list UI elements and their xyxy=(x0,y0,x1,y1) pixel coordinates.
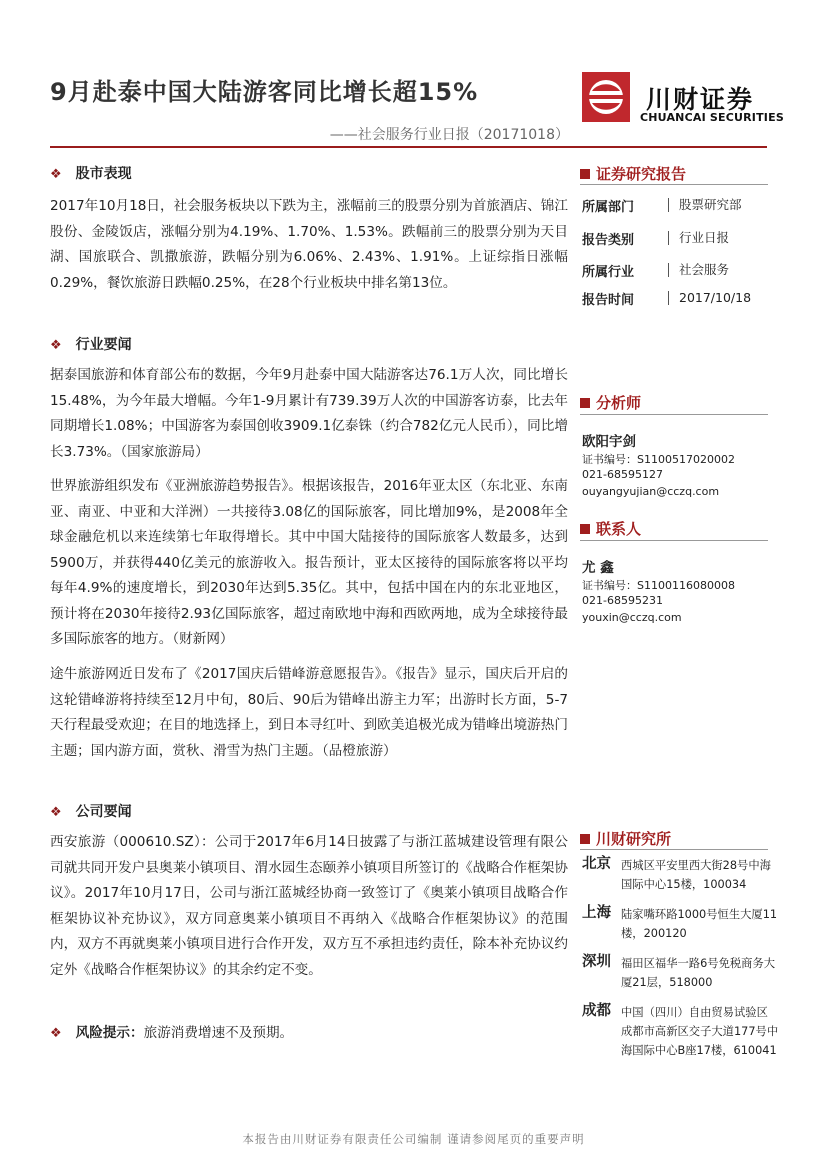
contact-phone: 021-68595231 xyxy=(582,594,663,607)
office-address-chengdu: 中国（四川）自由贸易试验区成都市高新区交子大道177号中海国际中心B座17楼，610041 xyxy=(621,1006,779,1057)
office-city-chengdu: 成都 xyxy=(582,1003,611,1019)
industry-paragraph-2: 世界旅游组织发布《亚洲旅游趋势报告》。根据该报告，2016年亚太区（东北亚、东南亚、南亚、中亚和大洋洲）一共接待3.08亿的国际旅客，同比增加9%，是2008年全球金融危机以来连续第七年取得增长。其中中国大陆接待的国际旅客人数最多，达到5900万，并获得440亿美元的旅游收入。报告预计，亚太区接待的国际旅客将以平均每年4.9%的速度增长，到2030年达到5.35亿。其中，包括中国在内的东北亚地区，预计将在2030年接待2.93亿国际旅客，超过南欧地中海和西欧两地，成为全球接待最多国际旅客的地方。（财新网） xyxy=(50,478,568,647)
info-label-industry: 所属行业 xyxy=(582,265,635,280)
industry-paragraph-1: 据泰国旅游和体育部公布的数据，今年9月赴泰中国大陆游客达76.1万人次，同比增长15.48%，为今年最大增幅。今年1-9月累计有739.39万人次的中国游客访泰，比去年同期增长1.08%；中国游客为泰国创收3909.1亿泰铢（约合782亿元人民币），同比增长3.73%。（国家旅游局） xyxy=(50,367,568,460)
risk-text: 旅游消费增速不及预期。 xyxy=(143,1025,294,1041)
office-address-shanghai: 陆家嘴环路1000号恒生大厦11楼，200120 xyxy=(621,908,778,940)
analyst-phone: 021-68595127 xyxy=(582,468,663,481)
sidebar-heading-contact: 联系人 xyxy=(580,518,641,539)
report-title: 9月赴泰中国大陆游客同比增长超15% xyxy=(50,78,479,106)
risk-notice xyxy=(50,1021,568,1041)
diamond-bullet-icon: ❖ xyxy=(50,338,62,353)
brand-name: 川财证券 xyxy=(646,85,755,114)
info-label-department: 所属部门 xyxy=(582,200,635,215)
analyst-cert: 证书编号：S1100517020002 xyxy=(582,453,735,466)
section-heading-industry: ❖ 行业要闻 xyxy=(50,337,132,353)
contact-email[interactable]: youxin@cczq.com xyxy=(582,611,682,624)
info-value-department: 股票研究部 xyxy=(668,198,742,212)
market-paragraph: 2017年10月18日，社会服务板块以下跌为主，涨幅前三的股票分别为首旅酒店、锦江股份、金陵饭店，涨幅分别为4.19%、1.70%、1.53%。跌幅前三的股票分别为天目湖、国旅联合、凯撒旅游，跌幅分别为6.06%、2.43%、1.91%。上证综指日涨幅0.29%，餐饮旅游日跌幅0.25%，在28个行业板块中排名第13位。 xyxy=(50,198,568,291)
risk-label: 风险提示： xyxy=(75,1025,144,1041)
diamond-bullet-icon: ❖ xyxy=(50,1026,62,1041)
info-label-category: 报告类别 xyxy=(582,233,635,248)
chuancai-logo-icon xyxy=(582,72,630,122)
contact-name: 尤 鑫 xyxy=(582,560,614,576)
sidebar-divider xyxy=(580,414,768,415)
contact-cert: 证书编号：S1100116080008 xyxy=(582,579,735,592)
sidebar-heading-analyst: 分析师 xyxy=(580,392,641,413)
sidebar-heading-report: 证券研究报告 xyxy=(580,163,686,184)
header-divider xyxy=(50,146,767,148)
diamond-bullet-icon: ❖ xyxy=(50,805,62,820)
company-paragraph: 西安旅游（000610.SZ）：公司于2017年6月14日披露了与浙江蓝城建设管理有限公司就共同开发户县奥莱小镇项目、渭水园生态颐养小镇项目所签订的《战略合作框架协议》。2017年10月17日，公司与浙江蓝城经协商一致签订了《奥莱小镇项目战略合作框架协议补充协议》，双方同意奥莱小镇项目不再纳入《战略合作框架协议》的范围内，双方不再就奥莱小镇项目进行合作开发，双方互不承担违约责任，除本补充协议约定外《战略合作框架协议》的其余约定不变。 xyxy=(50,834,568,978)
report-subtitle: ——社会服务行业日报（20171018） xyxy=(329,127,569,143)
office-city-beijing: 北京 xyxy=(582,856,611,872)
red-square-icon xyxy=(580,834,590,844)
info-value-category: 行业日报 xyxy=(668,231,729,245)
red-square-icon xyxy=(580,524,590,534)
footer-disclaimer: 本报告由川财证券有限责任公司编制 谨请参阅尾页的重要声明 xyxy=(242,1132,585,1146)
red-square-icon xyxy=(580,398,590,408)
office-address-beijing: 西城区平安里西大街28号中海国际中心15楼，100034 xyxy=(621,859,771,891)
brand-english-name: CHUANCAI SECURITIES xyxy=(640,111,784,124)
analyst-name: 欧阳宇剑 xyxy=(582,434,636,450)
sidebar-heading-institute: 川财研究所 xyxy=(580,828,671,849)
analyst-email[interactable]: ouyangyujian@cczq.com xyxy=(582,485,720,498)
info-label-date: 报告时间 xyxy=(582,293,635,308)
industry-paragraph-3: 途牛旅游网近日发布了《2017国庆后错峰游意愿报告》。《报告》显示，国庆后开启的这轮错峰游将持续至12月中旬，80后、90后为错峰出游主力军；出游时长方面，5-7天行程最受欢迎；在目的地选择上，到日本寻红叶、到欧美追极光成为错峰出境游热门主题；国内游方面，赏秋、滑雪为热门主题。（品橙旅游） xyxy=(50,666,568,759)
diamond-bullet-icon: ❖ xyxy=(50,167,62,182)
office-city-shanghai: 上海 xyxy=(582,905,611,921)
sidebar-divider xyxy=(580,184,768,185)
section-heading-market: ❖ 股市表现 xyxy=(50,166,132,182)
office-city-shenzhen: 深圳 xyxy=(582,954,611,970)
info-value-date: 2017/10/18 xyxy=(668,291,751,305)
red-square-icon xyxy=(580,169,590,179)
office-address-shenzhen: 福田区福华一路6号免税商务大厦21层，518000 xyxy=(621,957,776,989)
sidebar-divider xyxy=(580,540,768,541)
info-value-industry: 社会服务 xyxy=(668,263,729,277)
section-heading-company: ❖ 公司要闻 xyxy=(50,804,132,820)
sidebar-divider xyxy=(580,849,768,850)
